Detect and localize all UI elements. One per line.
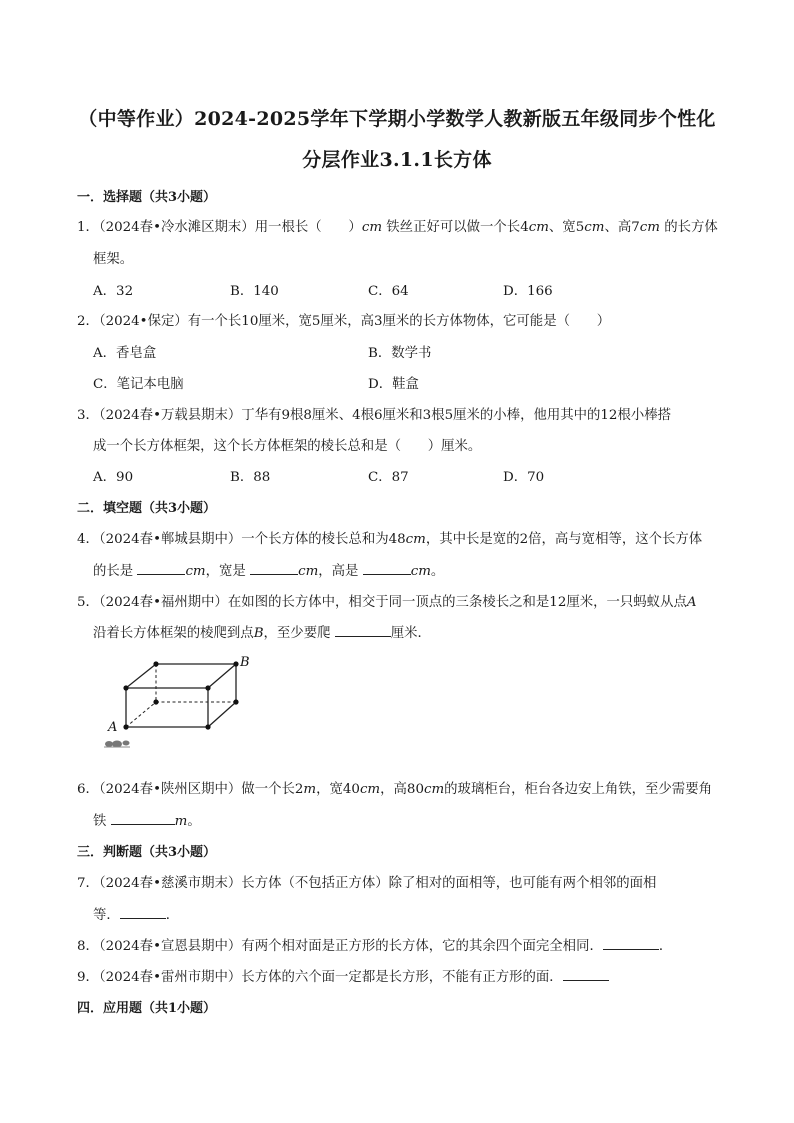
section-judge-heading: 三．判断题（共3小题） xyxy=(77,845,217,860)
answer-blank-distance[interactable] xyxy=(335,624,391,637)
question-2-option-c[interactable]: C．笔记本电脑 xyxy=(93,377,184,392)
answer-blank-height[interactable] xyxy=(363,562,411,575)
question-3-option-b[interactable]: B．88 xyxy=(230,470,271,485)
question-7-text: 7．（2024春•慈溪市期末）长方体（不包括正方体）除了相对的面相等，也可能有两个相邻的面相 xyxy=(77,876,657,891)
answer-blank-q7[interactable] xyxy=(120,906,166,919)
question-5-text: 5．（2024春•福州期中）在如图的长方体中，相交于同一顶点的三条棱长之和是12厘米，一只蚂蚁从点A xyxy=(77,595,697,610)
answer-blank-q9[interactable] xyxy=(563,968,609,981)
question-2-option-a[interactable]: A．香皂盒 xyxy=(93,346,157,361)
question-3-text: 3．（2024春•万载县期末）丁华有9根8厘米、4根6厘米和3根5厘米的小棒，他用其中的12根小棒搭 xyxy=(77,408,672,423)
question-4-text: 4．（2024春•郸城县期中）一个长方体的棱长总和为48cm，其中长是宽的2倍，高与宽相等，这个长方体 xyxy=(77,532,703,547)
point-a-label: A xyxy=(108,720,118,735)
point-b-label: B xyxy=(240,655,250,670)
question-1-text: 1．（2024春•冷水滩区期末）用一根长（ ）cm 铁丝正好可以做一个长4cm、宽5cm、高7cm 的长方体 xyxy=(77,220,718,235)
ant-icon xyxy=(104,741,130,748)
question-2-option-d[interactable]: D．鞋盒 xyxy=(368,377,419,392)
question-3-option-a[interactable]: A．90 xyxy=(93,470,134,485)
question-8-text: 8．（2024春•宣恩县期中）有两个相对面是正方形的长方体，它的其余四个面完全相同． ． xyxy=(77,939,673,954)
answer-blank-width[interactable] xyxy=(250,562,298,575)
question-4-text-cont: 的长是 cm，宽是 cm，高是 cm。 xyxy=(93,564,445,579)
question-6-text-cont: 铁 m。 xyxy=(93,814,201,829)
question-3-text-cont: 成一个长方体框架，这个长方体框架的棱长总和是（ ）厘米。 xyxy=(93,439,482,454)
page-title-line1: （中等作业）2024-2025学年下学期小学数学人教新版五年级同步个性化 xyxy=(78,108,716,130)
question-1-option-b[interactable]: B．140 xyxy=(230,284,279,299)
question-1-option-d[interactable]: D．166 xyxy=(503,284,553,299)
cuboid-figure xyxy=(100,650,260,755)
question-7-text-cont: 等． ． xyxy=(93,908,180,923)
question-1-option-c[interactable]: C．64 xyxy=(368,284,409,299)
question-3-option-d[interactable]: D．70 xyxy=(503,470,545,485)
question-5-text-cont: 沿着长方体框架的棱爬到点B，至少要爬 厘米． xyxy=(93,626,431,641)
answer-blank-angle-iron[interactable] xyxy=(111,812,175,825)
question-1-option-a[interactable]: A．32 xyxy=(93,284,134,299)
section-fill-heading: 二．填空题（共3小题） xyxy=(77,501,217,516)
question-2-option-b[interactable]: B．数学书 xyxy=(368,346,432,361)
question-3-option-c[interactable]: C．87 xyxy=(368,470,409,485)
answer-blank-length[interactable] xyxy=(137,562,185,575)
page-title-line2: 分层作业3.1.1长方体 xyxy=(302,149,492,171)
question-6-text: 6．（2024春•陕州区期中）做一个长2m，宽40cm，高80cm的玻璃柜台，柜台各边安上角铁，至少需要角 xyxy=(77,782,712,797)
section-application-heading: 四．应用题（共1小题） xyxy=(77,1001,217,1016)
question-2-text: 2．（2024•保定）有一个长10厘米，宽5厘米，高3厘米的长方体物体，它可能是（ ） xyxy=(77,314,611,329)
question-9-text: 9．（2024春•雷州市期中）长方体的六个面一定都是长方形，不能有正方形的面． xyxy=(77,966,609,985)
answer-blank-q8[interactable] xyxy=(603,937,659,950)
question-1-text-cont: 框架。 xyxy=(93,252,134,267)
section-choice-heading: 一．选择题（共3小题） xyxy=(77,190,217,205)
